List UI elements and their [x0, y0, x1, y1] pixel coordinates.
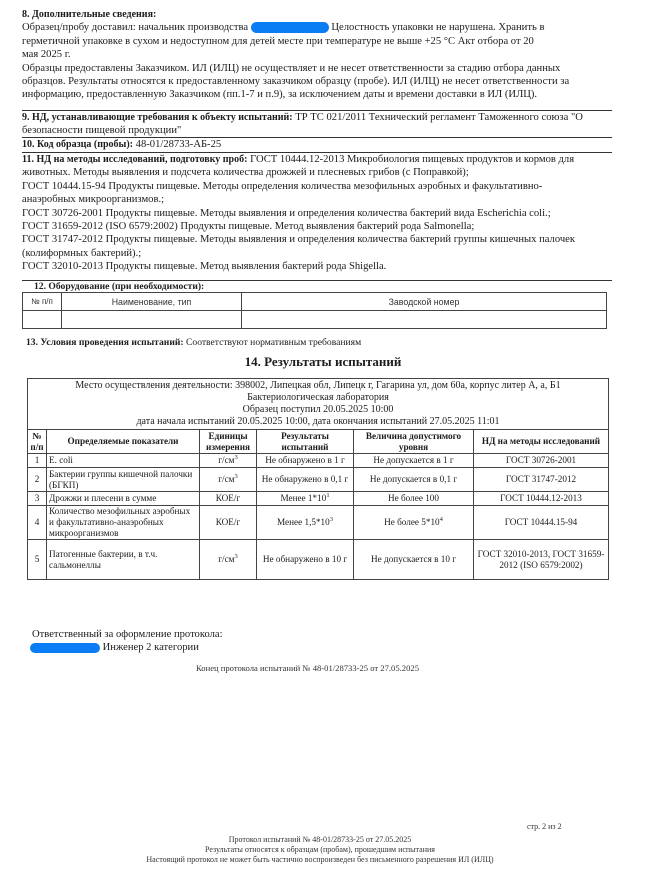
equipment-header-row [23, 293, 607, 311]
row-method: ГОСТ 30726-2001 [474, 454, 609, 468]
results-row [28, 468, 609, 492]
section-sample-code [22, 138, 610, 151]
row-number: 4 [28, 506, 47, 540]
row-unit: КОЕ/г [200, 492, 257, 506]
row-unit: КОЕ/г [200, 506, 257, 540]
section11-line0: 11. НД на методы исследований, подготовку проб: ГОСТ 10444.12-2013 Микробиология пищевых продуктов и кормов для животных. Методы выявления и подсчета количества дрожжей и плесневых грибов (с Поправкой); [22, 154, 575, 179]
col-num: № п/п [28, 430, 47, 454]
footer-line3: Настоящий протокол не может быть частично воспроизведен без письменного разрешения ИЛ (ИЛЦ) [146, 855, 494, 864]
end-note: Конец протокола испытаний № 48-01/28733-25 от 27.05.2025 [196, 663, 419, 673]
results-row [28, 540, 609, 580]
equipment-header-name: Наименование, тип [62, 293, 242, 311]
results-dates: дата начала испытаний 20.05.2025 10:00, дата окончания испытаний 27.05.2025 11:01 [136, 416, 500, 427]
signature-block [32, 628, 223, 654]
results-row [28, 454, 609, 468]
results-header-row [28, 430, 609, 454]
results-info-box [27, 378, 609, 429]
col-unit: Единицы измерения [200, 430, 257, 454]
col-limit: Величина допустимого уровня [354, 430, 474, 454]
results-row [28, 506, 609, 540]
row-number: 3 [28, 492, 47, 506]
equipment-row [23, 311, 607, 329]
section-requirements [22, 111, 592, 138]
section13-value: Соответствуют нормативным требованиям [186, 337, 362, 348]
row-number: 1 [28, 454, 47, 468]
results-title: 14. Результаты испытаний [244, 354, 402, 369]
row-limit: Не более 100 [354, 492, 474, 506]
row-result: Не обнаружено в 0,1 г [257, 468, 354, 492]
col-indicator: Определяемые показатели [47, 430, 200, 454]
section9-label: 9. НД, устанавливающие требования к объекту испытаний: [22, 112, 293, 123]
section11-line3: ГОСТ 31659-2012 (ISO 6579:2002) Продукты пищевые. Метод выявления бактерий рода Salmonella; [22, 221, 475, 233]
section11-line4: ГОСТ 31747-2012 Продукты пищевые. Методы выявления и определения количества бактерий группы кишечных палочек (колиформных бактерий).; [22, 234, 576, 259]
equipment-header-num: № п/п [23, 293, 62, 311]
section8-title: 8. Дополнительные сведения: [22, 9, 157, 20]
signature-label: Ответственный за оформление протокола: [32, 629, 223, 640]
row-result: Не обнаружено в 1 г [257, 454, 354, 468]
section-conditions [26, 337, 361, 348]
row-limit: Не допускается в 1 г [354, 454, 474, 468]
row-number: 2 [28, 468, 47, 492]
equipment-header-serial: Заводской номер [242, 293, 607, 311]
section10-label: 10. Код образца (пробы): [22, 139, 133, 150]
row-limit: Не допускается в 0,1 г [354, 468, 474, 492]
page-number: стр. 2 из 2 [527, 822, 562, 831]
superscript-exponent: 1 [326, 492, 330, 499]
results-place: Место осуществления деятельности: 398002, Липецкая обл, Липецк г, Гагарина ул, дом 60а, корпус литер А, а, Б1 [75, 380, 561, 391]
section9-value: ТР ТС 021/2011 Технический регламент Таможенного союза "О безопасности пищевой продукции" [22, 112, 583, 137]
row-result: Менее $1,5*10^3$ [257, 506, 354, 540]
row-result: Менее $1*10^1$ [257, 492, 354, 506]
results-lab: Бактериологическая лаборатория [247, 392, 389, 403]
row-unit: $г/см^3$ [200, 468, 257, 492]
row-method: ГОСТ 10444.12-2013 [474, 492, 609, 506]
results-body [28, 454, 609, 580]
row-indicator: Бактерии группы кишечной палочки (БГКП) [47, 468, 200, 492]
superscript-exponent: 3 [234, 553, 238, 560]
row-result: Не обнаружено в 10 г [257, 540, 354, 580]
section11-line5: ГОСТ 32010-2013 Продукты пищевые. Метод выявления бактерий рода Shigella. [22, 261, 387, 273]
row-limit: Не более $5*10^4$ [354, 506, 474, 540]
row-indicator: Патогенные бактерии, в т.ч. сальмонеллы [47, 540, 200, 580]
equipment-table [22, 292, 607, 329]
section-methods [22, 153, 582, 274]
redacted-signer [30, 643, 100, 653]
footer-line2: Результаты относятся к образцам (пробам), прошедшим испытания [205, 845, 435, 854]
section8-line3: мая 2025 г. [22, 49, 71, 61]
section8-line1: Образец/пробу доставил: начальник производства Целостность упаковки не нарушена. Хранить в [22, 22, 545, 34]
superscript-exponent: 3 [329, 516, 333, 523]
row-indicator: E. coli [47, 454, 200, 468]
redacted-name [251, 22, 329, 33]
signature-position: Инженер 2 категории [102, 642, 199, 653]
row-limit: Не допускается в 10 г [354, 540, 474, 580]
section11-line1: ГОСТ 10444.15-94 Продукты пищевые. Методы определения количества мезофильных аэробных и факультативно-анаэробных микроорганизмов.; [22, 180, 543, 206]
results-received: Образец поступил 20.05.2025 10:00 [242, 404, 394, 415]
row-number: 5 [28, 540, 47, 580]
row-indicator: Количество мезофильных аэробных и факультативно-анаэробных микроорганизмов [47, 506, 200, 540]
row-unit: $г/см^3$ [200, 540, 257, 580]
col-method: НД на методы исследований [474, 430, 609, 454]
row-unit: $г/см^3$ [200, 454, 257, 468]
section8-line2: герметичной упаковке в сухом и недоступном для детей месте при температуре не выше +25 °С Акт отбора от 20 [22, 35, 534, 47]
section13-label: 13. Условия проведения испытаний: [26, 337, 184, 348]
row-method: ГОСТ 32010-2013, ГОСТ 31659-2012 (ISO 6579:2002) [474, 540, 609, 580]
section-additional-info [22, 8, 610, 102]
superscript-exponent: 3 [234, 473, 238, 480]
col-result: Результаты испытаний [257, 430, 354, 454]
section8-para2: Образцы предоставлены Заказчиком. ИЛ (ИЛЦ) не осуществляет и не несет ответственности за стадию отбора данных образцов. Результаты относятся к предоставленному заказчиком образцу (пробе). ИЛ (ИЛЦ) не несет ответственности за информацию, предоставленную Заказчиком (пп.1-7 и п.9), за исключением даты и времени доставки в ИЛ (ИЛЦ). [22, 62, 570, 101]
section10-value: 48-01/28733-АБ-25 [135, 139, 222, 150]
row-indicator: Дрожжи и плесени в сумме [47, 492, 200, 506]
results-row [28, 492, 609, 506]
section11-line2: ГОСТ 30726-2001 Продукты пищевые. Методы выявления и определения количества бактерий вида Escherichia coli.; [22, 207, 551, 219]
row-method: ГОСТ 31747-2012 [474, 468, 609, 492]
section12-title: 12. Оборудование (при необходимости): [34, 281, 205, 292]
signature-line [30, 641, 223, 654]
footer-line1: Протокол испытаний № 48-01/28733-25 от 27.05.2025 [228, 835, 412, 844]
results-table [27, 429, 609, 580]
row-method: ГОСТ 10444.15-94 [474, 506, 609, 540]
superscript-exponent: 4 [439, 516, 443, 523]
superscript-exponent: 3 [234, 454, 238, 461]
